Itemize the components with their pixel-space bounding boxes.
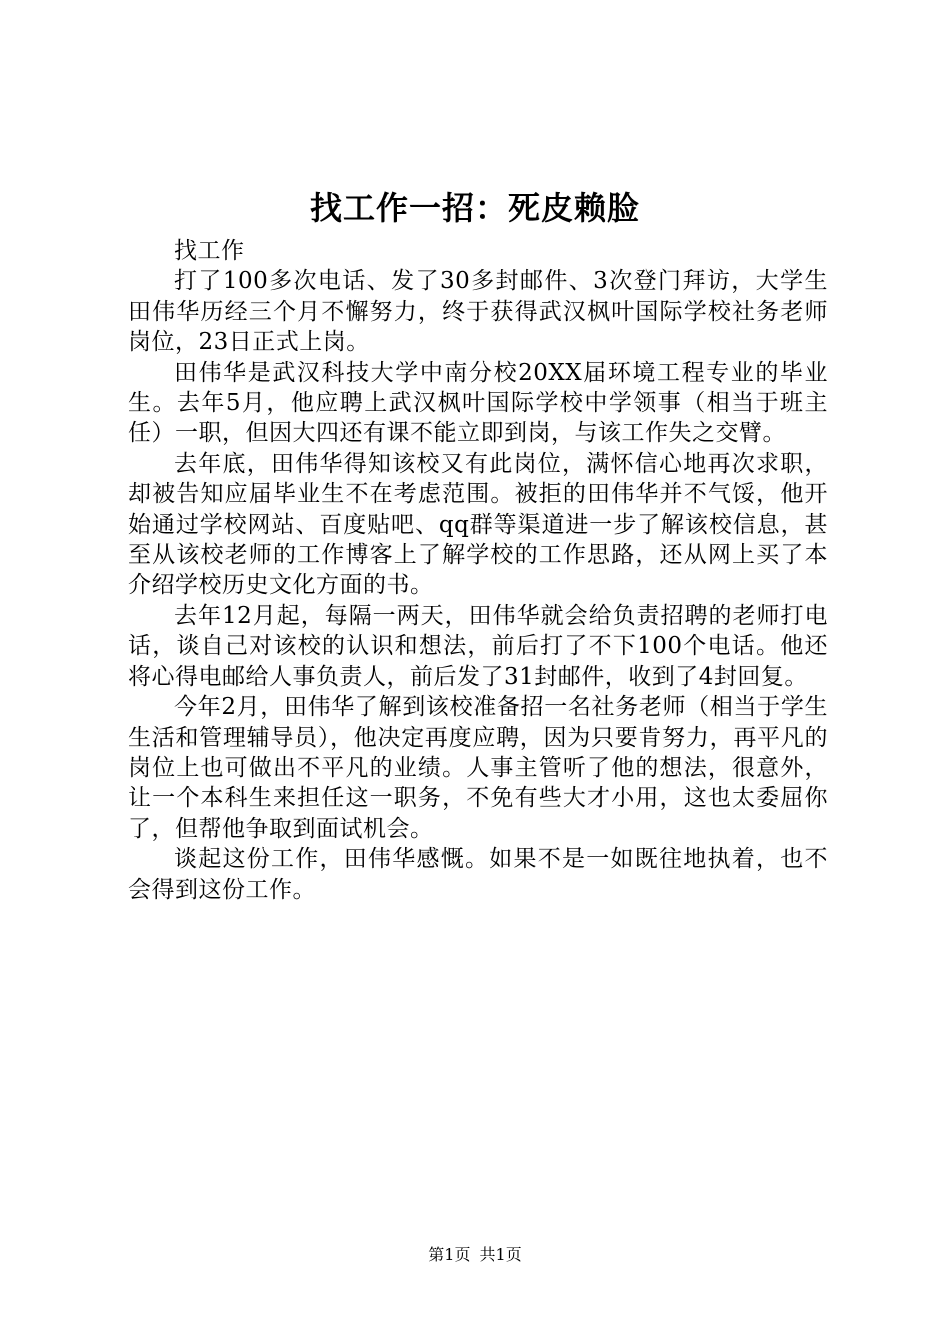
paragraph-7: 谈起这份工作，田伟华感慨。如果不是一如既往地执着，也不会得到这份工作。	[128, 846, 828, 903]
document-title: 找工作一招：死皮赖脸	[309, 189, 640, 227]
paragraph-4: 去年底，田伟华得知该校又有此岗位，满怀信心地再次求职，却被告知应届毕业生不在考虑范围。被拒的田伟华并不气馁，他开始通过学校网站、百度贴吧、qq群等渠道进一步了解该校信息，甚至从该校老师的工作博客上了解学校的工作思路，还从网上买了本介绍学校历史文化方面的书。	[128, 450, 828, 599]
paragraph-5: 去年12月起，每隔一两天，田伟华就会给负责招聘的老师打电话，谈自己对该校的认识和想法，前后打了不下100个电话。他还将心得电邮给人事负责人，前后发了31封邮件，收到了4封回复。	[128, 602, 828, 690]
page-number-footer: 第1页 共1页	[428, 1245, 522, 1264]
paragraph-2: 打了100多次电话、发了30多封邮件、3次登门拜访，大学生田伟华历经三个月不懈努力，终于获得武汉枫叶国际学校社务老师岗位，23日正式上岗。	[128, 268, 828, 356]
paragraph-6: 今年2月，田伟华了解到该校准备招一名社务老师（相当于学生生活和管理辅导员），他决定再度应聘，因为只要肯努力，再平凡的岗位上也可做出不平凡的业绩。人事主管听了他的想法，很意外，让一个本科生来担任这一职务，不免有些大才小用，这也太委屈你了，但帮他争取到面试机会。	[128, 694, 828, 842]
paragraph-1: 找工作	[174, 238, 245, 264]
paragraph-3: 田伟华是武汉科技大学中南分校20XX届环境工程专业的毕业生。去年5月，他应聘上武汉枫叶国际学校中学领事（相当于班主任）一职，但因大四还有课不能立即到岗，与该工作失之交臂。	[128, 359, 828, 447]
document-body	[128, 236, 828, 905]
